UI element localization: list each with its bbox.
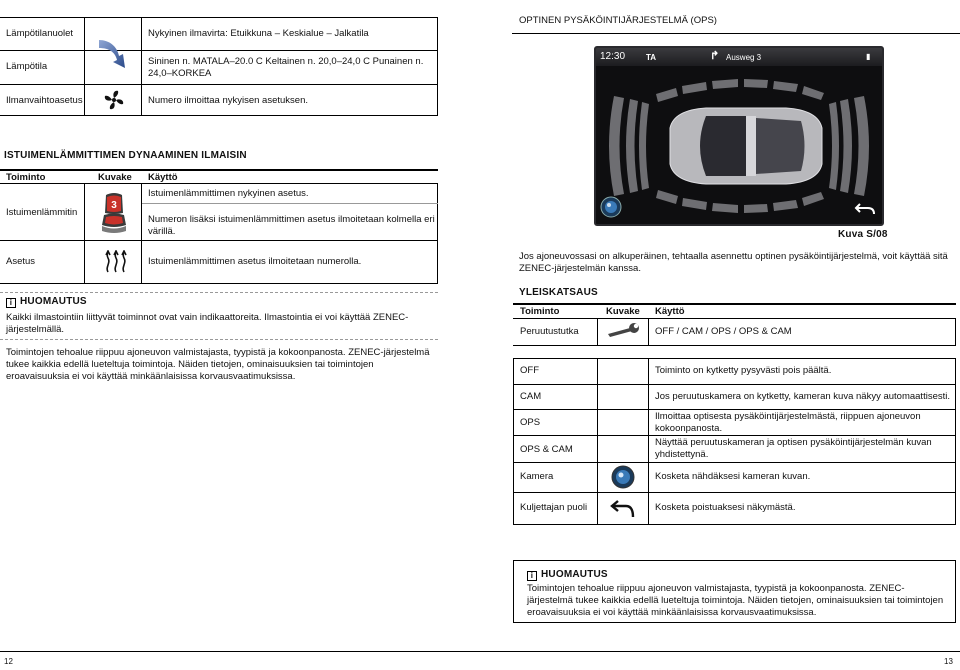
overview-col-icon: Kuvake	[606, 306, 640, 317]
right-note-title: HUOMAUTUS	[541, 569, 608, 580]
seat-heater-desc-colors: Numeron lisäksi istuimenlämmittimen asetus ilmoitetaan kolmella eri värillä.	[148, 214, 435, 237]
camera-icon	[611, 465, 635, 489]
climate-desc-temperature: Sininen n. MATALA–20.0 C Keltainen n. 20,0–24,0 C Punainen n. 24,0–KORKEA	[148, 56, 424, 79]
overview-row-driver-desc: Kosketa poistuaksesi näkymästä.	[655, 502, 796, 513]
reverse-radar-desc: OFF / CAM / OPS / OPS & CAM	[655, 326, 792, 337]
climate-desc-ventilation: Numero ilmoittaa nykyisen asetuksen.	[148, 95, 308, 106]
left-page-number: 12	[4, 657, 13, 666]
ops-intro: Jos ajoneuvossasi on alkuperäinen, tehtaalla asennettu optinen pysäköintijärjestelmä, voit käyttää sitä ZENEC-järjestelmän kanssa.	[519, 251, 948, 274]
fan-icon	[103, 89, 125, 111]
heat-waves-icon	[103, 250, 129, 274]
overview-row-camera-label: Kamera	[520, 471, 554, 482]
overview-row-off-label: OFF	[520, 365, 539, 376]
col-usage-header: Käyttö	[148, 172, 178, 183]
overview-row-driver-label: Kuljettajan puoli	[520, 502, 588, 513]
left-note-title: HUOMAUTUS	[20, 296, 87, 307]
setting-label: Asetus	[6, 256, 36, 267]
seat-heating-heading: ISTUIMENLÄMMITTIMEN DYNAAMINEN ILMAISIN	[4, 150, 247, 161]
overview-row-camera-desc: Kosketa nähdäksesi kameran kuvan.	[655, 471, 811, 482]
overview-heading: YLEISKATSAUS	[519, 287, 598, 298]
overview-row-off-desc: Toiminto on kytketty pysyvästi pois päältä.	[655, 365, 832, 376]
seat-heater-icon	[98, 191, 130, 235]
right-note-text: Toimintojen tehoalue riippuu ajoneuvon valmistajasta, tyypistä ja kokoonpanosta. ZENEC-järjestelmä tukee kaikkia edellä lueteltuja toimintoja. Näiden tietojen, ominaisuuksien tai toimintojen eroavaisuuksia ei voi käyttää minkäänlaisissa korvausvaatimuksissa.	[527, 583, 944, 618]
overview-row-cam-desc: Jos peruutuskamera on kytketty, kameran kuva näkyy automaattisesti.	[655, 391, 950, 402]
overview-row-cam-label: CAM	[520, 391, 542, 402]
screen-nav-text: Ausweg 3	[726, 53, 762, 62]
setting-desc: Istuimenlämmittimen asetus ilmoitetaan numerolla.	[148, 256, 362, 267]
figure-caption: Kuva S/08	[838, 229, 888, 240]
overview-row-opscam-desc: Näyttää peruutuskameran ja optisen pysäköintijärjestelmän kuvan yhdistettynä.	[655, 437, 932, 460]
car-icon	[670, 108, 822, 184]
right-page-number: 13	[944, 657, 953, 666]
screen-camera-icon[interactable]	[600, 196, 622, 218]
seat-heater-level-number: 3	[111, 200, 117, 211]
parking-zones-graphic	[596, 66, 882, 226]
screen-back-icon[interactable]	[854, 200, 876, 218]
left-paragraph: Toimintojen tehoalue riippuu ajoneuvon valmistajasta, tyypistä ja kokoonpanosta. ZENEC-järjestelmä tukee kaikkia edellä lueteltuja toimintoja. Näiden tietojen, ominaisuuksien tai toimintojen eroavaisuuksia ei voi käyttää minkäänlaisissa korvausvaatimuksissa.	[6, 347, 430, 382]
screen-ta: TA	[646, 53, 657, 62]
back-arrow-icon	[610, 498, 636, 520]
climate-label-temperature: Lämpötila	[6, 61, 48, 72]
overview-col-usage: Käyttö	[655, 306, 685, 317]
climate-label-ventilation: Ilmanvaihtoasetus	[6, 95, 83, 106]
screen-status-bar	[596, 48, 882, 66]
reverse-radar-label: Peruutustutka	[520, 326, 579, 337]
overview-col-function: Toiminto	[520, 306, 560, 317]
turn-arrow-icon: ↱	[710, 50, 720, 62]
col-icon-header: Kuvake	[98, 172, 132, 183]
ops-heading: OPTINEN PYSÄKÖINTIJÄRJESTELMÄ (OPS)	[519, 15, 717, 26]
overview-row-opscam-label: OPS & CAM	[520, 444, 573, 455]
overview-row-ops-desc: Ilmoittaa optisesta pysäköintijärjestelmästä, riippuen ajoneuvon kokoonpanosta.	[655, 411, 921, 434]
seat-heater-label: Istuimenlämmitin	[6, 207, 78, 218]
wrench-icon	[606, 322, 642, 340]
climate-label-temperature-arrows: Lämpötilanuolet	[6, 28, 74, 39]
col-function-header: Toiminto	[6, 172, 46, 183]
overview-row-ops-label: OPS	[520, 417, 541, 428]
screen-time: 12:30	[600, 51, 626, 62]
info-icon: i	[527, 571, 537, 581]
climate-desc-temperature-arrows: Nykyinen ilmavirta: Etuikkuna – Keskialue – Jalkatila	[148, 28, 369, 39]
left-note-text: Kaikki ilmastointiin liittyvät toiminnot ovat vain indikaattoreita. Ilmastointia ei voi käyttää ZENEC-järjestelmällä.	[6, 312, 409, 335]
parking-screen	[594, 46, 884, 226]
curved-arrow-icon	[95, 36, 135, 72]
info-icon: i	[6, 298, 16, 308]
seat-heater-desc-current: Istuimenlämmittimen nykyinen asetus.	[148, 188, 309, 199]
signal-icon: ▮	[866, 52, 871, 61]
